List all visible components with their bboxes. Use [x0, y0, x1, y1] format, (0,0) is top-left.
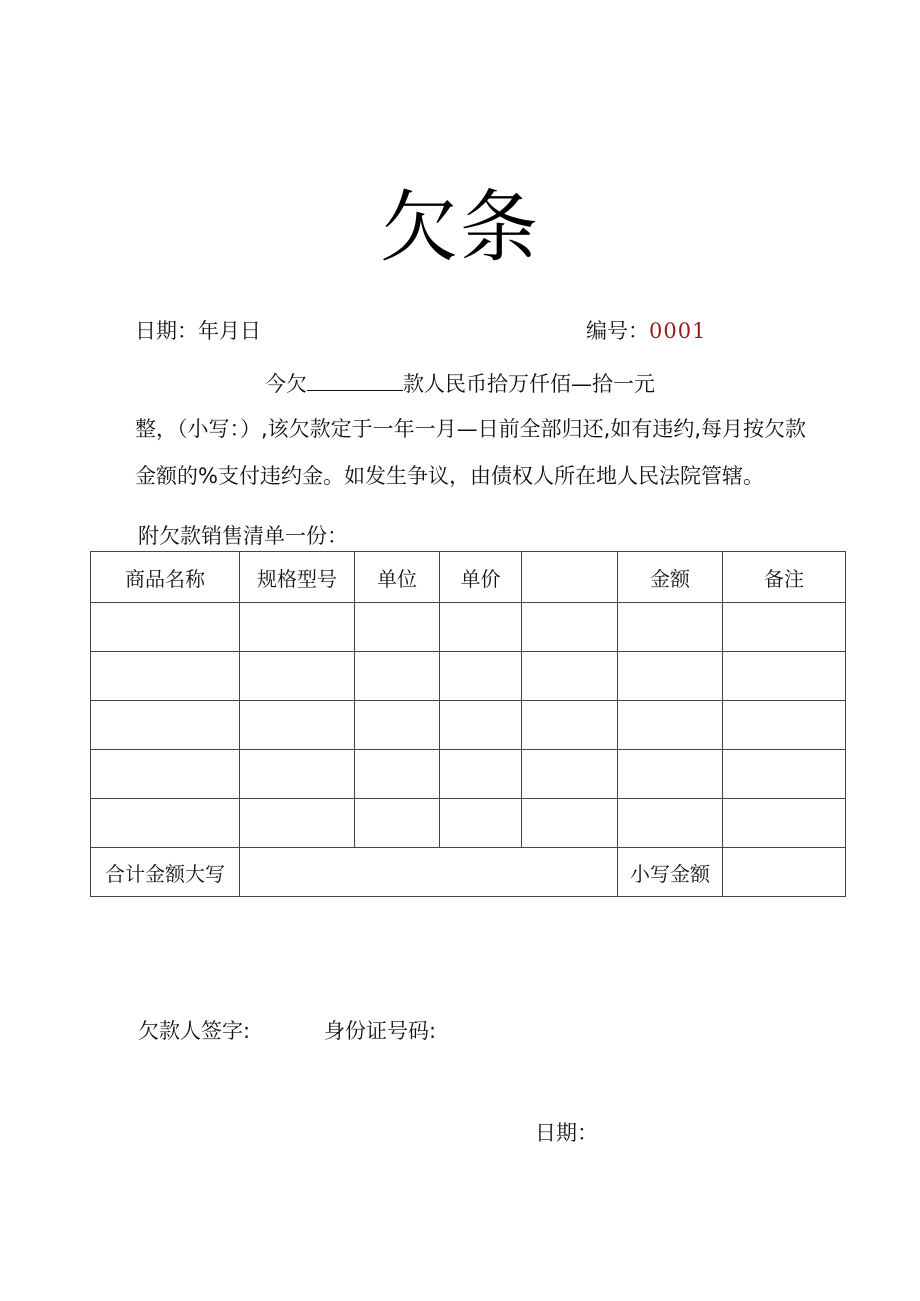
- header-amount: 金额: [618, 552, 723, 603]
- debt-line-2: 整，（小写：）,该欠款定于一年一月—日前全部归还,如有违约,每月按欠款: [135, 417, 807, 441]
- table-row: [91, 603, 846, 652]
- attachment-line: 附欠款销售清单一份：: [138, 524, 348, 548]
- table-row: [91, 799, 846, 848]
- table-row: [91, 652, 846, 701]
- number-label: 编号：: [586, 319, 649, 343]
- table-total-row: [91, 848, 846, 897]
- number-value: 0001: [649, 319, 707, 343]
- table-header-row: [91, 552, 846, 603]
- debtor-blank: [307, 368, 403, 391]
- sign-date-label: 日期：: [535, 1121, 598, 1145]
- debt-prefix: 今欠: [265, 372, 307, 396]
- header-spec: 规格型号: [240, 552, 355, 603]
- table-row: [91, 750, 846, 799]
- debt-suffix: 款人民币拾万仟佰—拾一元: [403, 372, 655, 396]
- header-item-name: 商品名称: [91, 552, 240, 603]
- header-unit: 单位: [355, 552, 440, 603]
- total-lower-label: 小写金额: [618, 848, 723, 897]
- table-row: [91, 701, 846, 750]
- signer-label: 欠款人签字:: [138, 1019, 251, 1043]
- header-blank: [522, 552, 618, 603]
- total-lower-value: [723, 848, 846, 897]
- sales-list-table: [90, 551, 846, 897]
- total-upper-value: [240, 848, 618, 897]
- number-line: [586, 317, 706, 345]
- header-unit-price: 单价: [440, 552, 522, 603]
- debt-line-1: [265, 368, 655, 398]
- debt-line-3: 金额的%支付违约金。如发生争议，由债权人所在地人民法院管辖。: [135, 464, 764, 488]
- date-line: 日期：年月日: [135, 319, 261, 343]
- header-remark: 备注: [723, 552, 846, 603]
- id-number-label: 身份证号码:: [324, 1019, 437, 1043]
- total-upper-label: 合计金额大写: [91, 848, 240, 897]
- document-title: 欠条: [379, 183, 540, 273]
